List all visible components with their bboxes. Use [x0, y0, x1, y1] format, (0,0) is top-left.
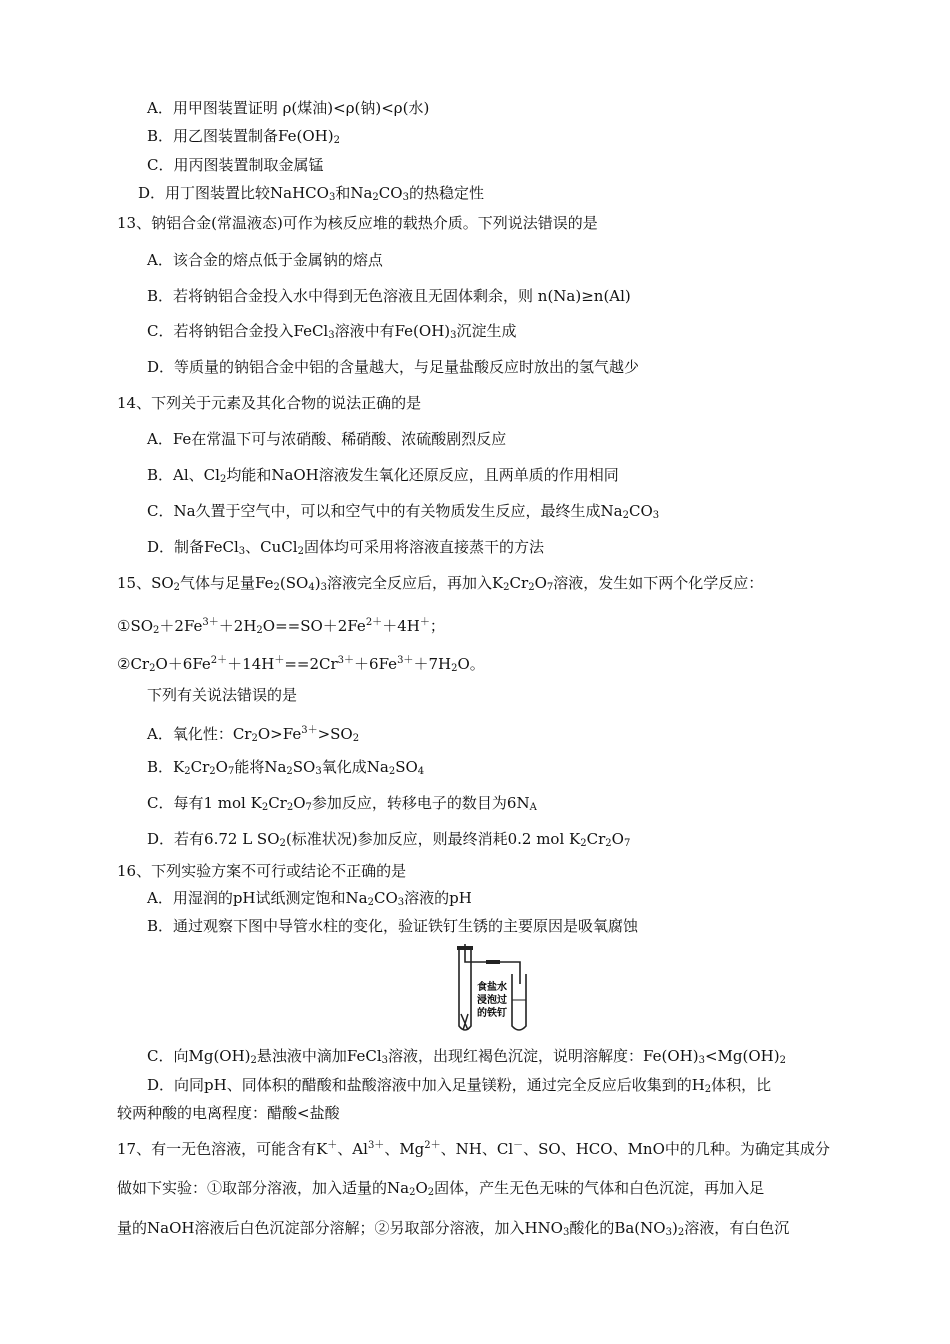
tube-joint — [486, 960, 500, 964]
q17-stem-line-3: 量的NaOH溶液后白色沉淀部分溶解；②另取部分溶液，加入$HNO_3$酸化的$Ba(NO_3)_2$溶液，有白色沉 — [117, 1219, 790, 1238]
q16-option-c: C．向$Mg(OH)_2$悬浊液中滴加FeCl$_3$溶液，出现红褐色沉淀，说明溶解度：$Fe(OH)_3<Mg(OH)_2$ — [147, 1047, 786, 1066]
q12-option-c: C．用丙图装置制取金属锰 — [147, 156, 324, 174]
label-iron-nail: 的铁钉 — [477, 1008, 507, 1019]
q13-option-d: D．等质量的钠铝合金中铝的含量越大，与足量盐酸反应时放出的氢气越少 — [147, 358, 640, 376]
q13-option-a: A．该合金的熔点低于金属钠的熔点 — [147, 251, 383, 269]
label-salt-water: 食盐水 — [477, 982, 507, 993]
q15-reaction-1: $①SO_2+2Fe^{3+}+2H_2O==SO+2Fe^{2+}+4H^+$； — [117, 617, 445, 636]
q16-option-a: A．用湿润的pH试纸测定饱和$Na_2CO_3$溶液的pH — [147, 889, 472, 908]
q16-stem: 16、下列实验方案不可行或结论不正确的是 — [117, 862, 407, 880]
q16-option-d: D．向同pH、同体积的醋酸和盐酸溶液中加入足量镁粉，通过完全反应后收集到的$H_2$体积，比 — [147, 1076, 772, 1095]
q13-option-b: B．若将钠铝合金投入水中得到无色溶液且无固体剩余，则 n(Na)≥n(Al) — [147, 287, 631, 305]
q16-option-b: B．通过观察下图中导管水柱的变化，验证铁钉生锈的主要原因是吸氧腐蚀 — [147, 917, 639, 935]
q14-stem: 14、下列关于元素及其化合物的说法正确的是 — [117, 394, 422, 412]
q15-option-a: A．氧化性：$Cr_2O>Fe^{3+}>SO_2$ — [147, 725, 360, 744]
q17-stem-line-2: 做如下实验：①取部分溶液，加入适量的$Na_2O_2$固体，产生无色无味的气体和白色沉淀，再加入足 — [117, 1179, 765, 1198]
q15-question: 下列有关说法错误的是 — [147, 686, 298, 704]
iron-nail-corrosion-apparatus — [448, 944, 532, 1038]
q15-stem: 15、$SO_2$气体与足量$Fe_2(SO_4)_3$溶液完全反应后，再加入$K_2Cr_2O_7$溶液，发生如下两个化学反应： — [117, 574, 764, 593]
q15-option-b: B．$K_2Cr_2O_7$能将$Na_2SO_3$氧化成$Na_2SO_4$ — [147, 758, 425, 777]
q12-option-b: B．用乙图装置制备$Fe(OH)_2$ — [147, 127, 340, 146]
q14-option-b: B．Al、$Cl_2$均能和NaOH溶液发生氧化还原反应，且两单质的作用相同 — [147, 466, 619, 485]
q12-option-d: D．用丁图装置比较NaHCO$_3$和$Na_2CO_3$的热稳定性 — [138, 184, 484, 203]
q17-stem-line-1: 17、有一无色溶液，可能含有K＋、$Al^{3+}$、$Mg^{2+}$、NH、Cl－、SO、HCO、MnO中的几种。为确定其成分 — [117, 1140, 830, 1158]
q12-option-a: A．用甲图装置证明 ρ(煤油)<ρ(钠)<ρ(水) — [147, 99, 430, 117]
q14-option-d: D．制备FeCl$_3$、CuCl$_2$固体均可采用将溶液直接蒸干的方法 — [147, 538, 544, 557]
q15-reaction-2: $②Cr_2O+6Fe^{2+}+14H^+==2Cr^{3+}+6Fe^{3+}+7H_2O$。 — [117, 655, 485, 674]
q16-option-d-cont: 较两种酸的电离程度：醋酸<盐酸 — [117, 1104, 340, 1122]
q13-stem: 13、钠铝合金(常温液态)可作为核反应堆的载热介质。下列说法错误的是 — [117, 214, 598, 232]
q14-option-a: A．Fe在常温下可与浓硝酸、稀硝酸、浓硫酸剧烈反应 — [147, 430, 507, 448]
q15-option-c: C．每有1 mol $K_2Cr_2O_7$参加反应，转移电子的数目为$6N_A$ — [147, 794, 537, 813]
q14-option-c: C．Na久置于空气中，可以和空气中的有关物质发生反应，最终生成$Na_2CO_3$ — [147, 502, 660, 521]
q15-option-d: D．若有6.72 L $SO_2$(标准状况)参加反应，则最终消耗0.2 mol $K_2Cr_2O_7$ — [147, 830, 631, 849]
label-soaked: 浸泡过 — [477, 995, 507, 1006]
q13-option-c: C．若将钠铝合金投入FeCl$_3$溶液中有$Fe(OH)_3$沉淀生成 — [147, 322, 517, 341]
test-tube-right — [512, 974, 526, 1030]
iron-nail — [461, 1014, 468, 1030]
